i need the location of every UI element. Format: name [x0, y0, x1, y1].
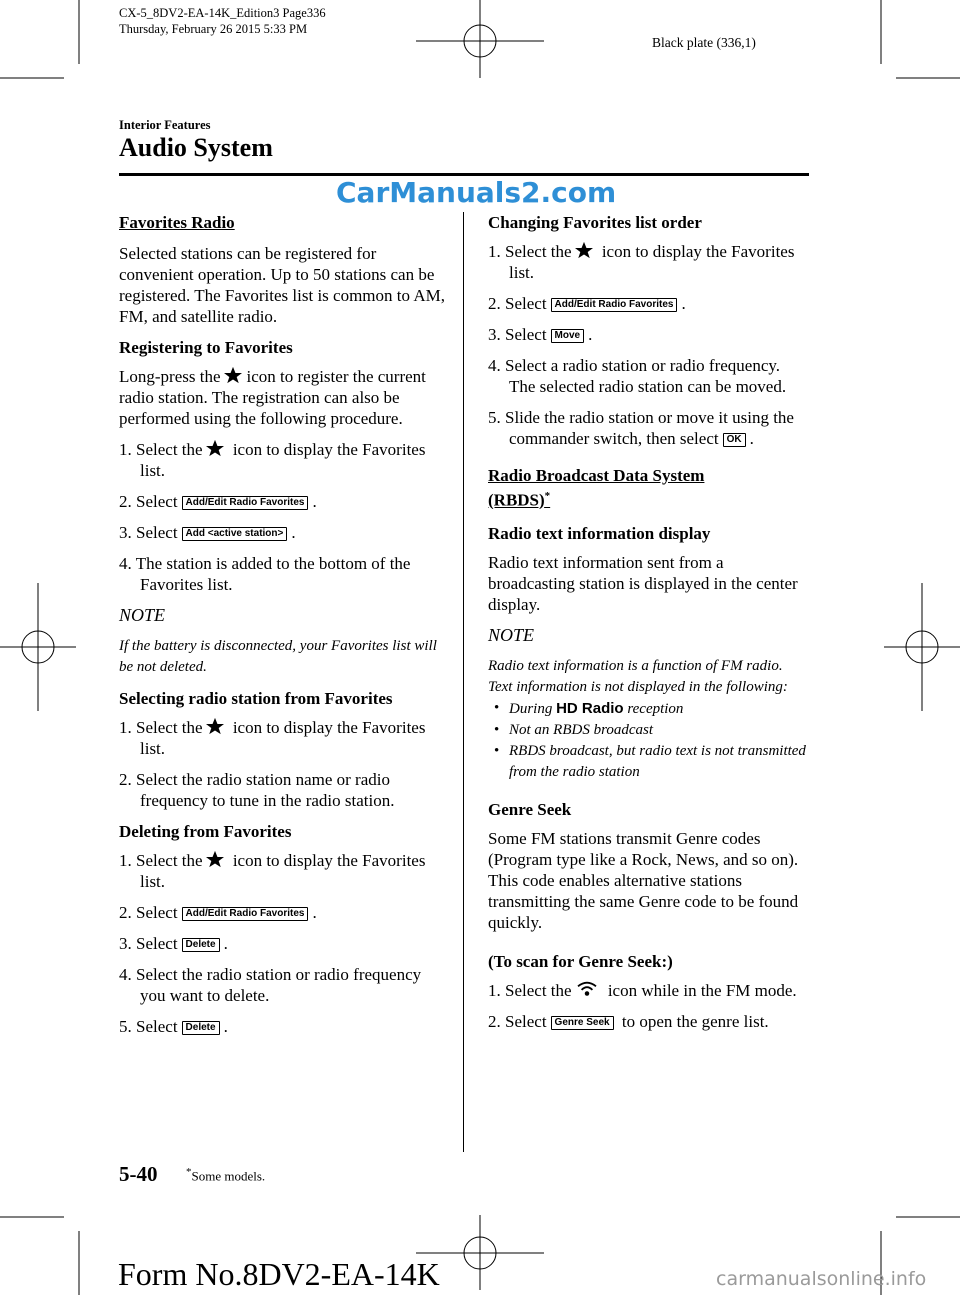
column-divider: [463, 212, 464, 1152]
favorites-radio-heading: Favorites Radio: [119, 213, 235, 232]
watermark: CarManuals2.com: [336, 176, 617, 209]
delete-button: Delete: [182, 938, 220, 952]
favorites-intro: Selected stations can be registered for convenient operation. Up to 50 stations can be registered. The Favorites list is common to AM, FM, and satellite radio.: [119, 244, 445, 326]
form-number: Form No.8DV2-EA-14K: [118, 1256, 440, 1292]
deleting-heading: Deleting from Favorites: [119, 822, 292, 841]
star-icon: [205, 717, 225, 735]
del-step-3: 3. Select Delete .: [119, 934, 228, 953]
genre-step-2: 2. Select Genre Seek to open the genre list.: [488, 1011, 769, 1031]
add-edit-favorites-button: Add/Edit Radio Favorites: [551, 298, 678, 312]
note-bullet-hd: • During HD Radio reception: [488, 698, 810, 720]
note-bullet-radio-text: • RBDS broadcast, but radio text is not transmitted from the radio station: [488, 741, 810, 783]
add-edit-favorites-button: Add/Edit Radio Favorites: [182, 907, 309, 921]
del-step-5: 5. Select Delete .: [119, 1017, 228, 1036]
changing-order-heading: Changing Favorites list order: [488, 213, 702, 232]
page-title: Audio System: [119, 133, 273, 162]
left-column: [119, 212, 449, 1047]
genre-seek-heading: Genre Seek: [488, 799, 572, 819]
rbds-heading: Radio Broadcast Data System (RBDS)*: [488, 466, 705, 510]
scan-genre-heading: (To scan for Genre Seek:): [488, 951, 673, 971]
genre-step-1: 1. Select the icon while in the FM mode.: [488, 980, 797, 1000]
footnote: *Some models.: [186, 1166, 266, 1184]
star-icon: [205, 439, 225, 457]
star-icon: [574, 241, 594, 259]
add-active-station-button: Add <active station>: [182, 527, 288, 541]
reg-step-2: 2. Select Add/Edit Radio Favorites .: [119, 492, 317, 511]
order-step-2: 2. Select Add/Edit Radio Favorites .: [488, 294, 686, 313]
hd-radio-logo: HD Radio: [556, 699, 624, 717]
right-column: [488, 212, 810, 1042]
selecting-heading: Selecting radio station from Favorites: [119, 689, 393, 708]
ok-button: OK: [723, 433, 746, 447]
order-step-4: 4. Select a radio station or radio frequency. The selected radio station can be moved.: [488, 356, 787, 396]
genre-seek-description: Some FM stations transmit Genre codes (Program type like a Rock, News, and so on). This code enables alternative stations transmitting the same Genre code to be found quickly.: [488, 828, 799, 932]
note-heading: NOTE: [119, 605, 166, 625]
sel-step-2: 2. Select the radio station name or radio frequency to tune in the radio station.: [119, 770, 395, 810]
plate-label: Black plate (336,1): [652, 35, 756, 50]
section-label: Interior Features: [119, 118, 211, 132]
site-watermark: carmanualsonline.info: [716, 1268, 927, 1290]
registering-text: Long-press the icon to register the current radio station. The registration can also be performed using the following procedure.: [119, 367, 426, 428]
radio-wave-icon: [574, 980, 600, 998]
order-step-1: 1. Select the icon to display the Favorites list.: [488, 242, 795, 282]
del-step-1: 1. Select the icon to display the Favorites list.: [119, 851, 426, 891]
print-file-line: CX-5_8DV2-EA-14K_Edition3 Page336: [119, 6, 326, 20]
del-step-4: 4. Select the radio station or radio frequency you want to delete.: [119, 965, 422, 1005]
del-step-2: 2. Select Add/Edit Radio Favorites .: [119, 903, 317, 922]
add-edit-favorites-button: Add/Edit Radio Favorites: [182, 496, 309, 510]
note-heading: NOTE: [488, 624, 535, 645]
order-step-3: 3. Select Move .: [488, 325, 593, 344]
delete-button: Delete: [182, 1021, 220, 1035]
reg-step-3: 3. Select Add <active station> .: [119, 523, 296, 542]
registering-heading: Registering to Favorites: [119, 338, 293, 357]
star-icon: [205, 850, 225, 868]
order-step-5: 5. Slide the radio station or move it using the commander switch, then select OK .: [488, 408, 794, 448]
note-text: Radio text information is a function of FM radio. Text information is not displayed in the following:: [488, 657, 788, 695]
reg-step-1: 1. Select the icon to display the Favorites list.: [119, 440, 426, 480]
radio-text-description: Radio text information sent from a broadcasting station is displayed in the center display.: [488, 552, 798, 614]
genre-seek-button: Genre Seek: [551, 1016, 614, 1030]
move-button: Move: [551, 329, 585, 343]
page-number: 5-40: [119, 1162, 158, 1186]
print-date-line: Thursday, February 26 2015 5:33 PM: [119, 22, 308, 36]
star-icon: [223, 366, 243, 384]
note-bullet-rbds: • Not an RBDS broadcast: [488, 720, 810, 741]
sel-step-1: 1. Select the icon to display the Favorites list.: [119, 718, 426, 758]
radio-text-heading: Radio text information display: [488, 523, 711, 543]
reg-step-4: 4. The station is added to the bottom of the Favorites list.: [119, 554, 411, 594]
note-text: If the battery is disconnected, your Favorites list will be not deleted.: [119, 638, 437, 675]
